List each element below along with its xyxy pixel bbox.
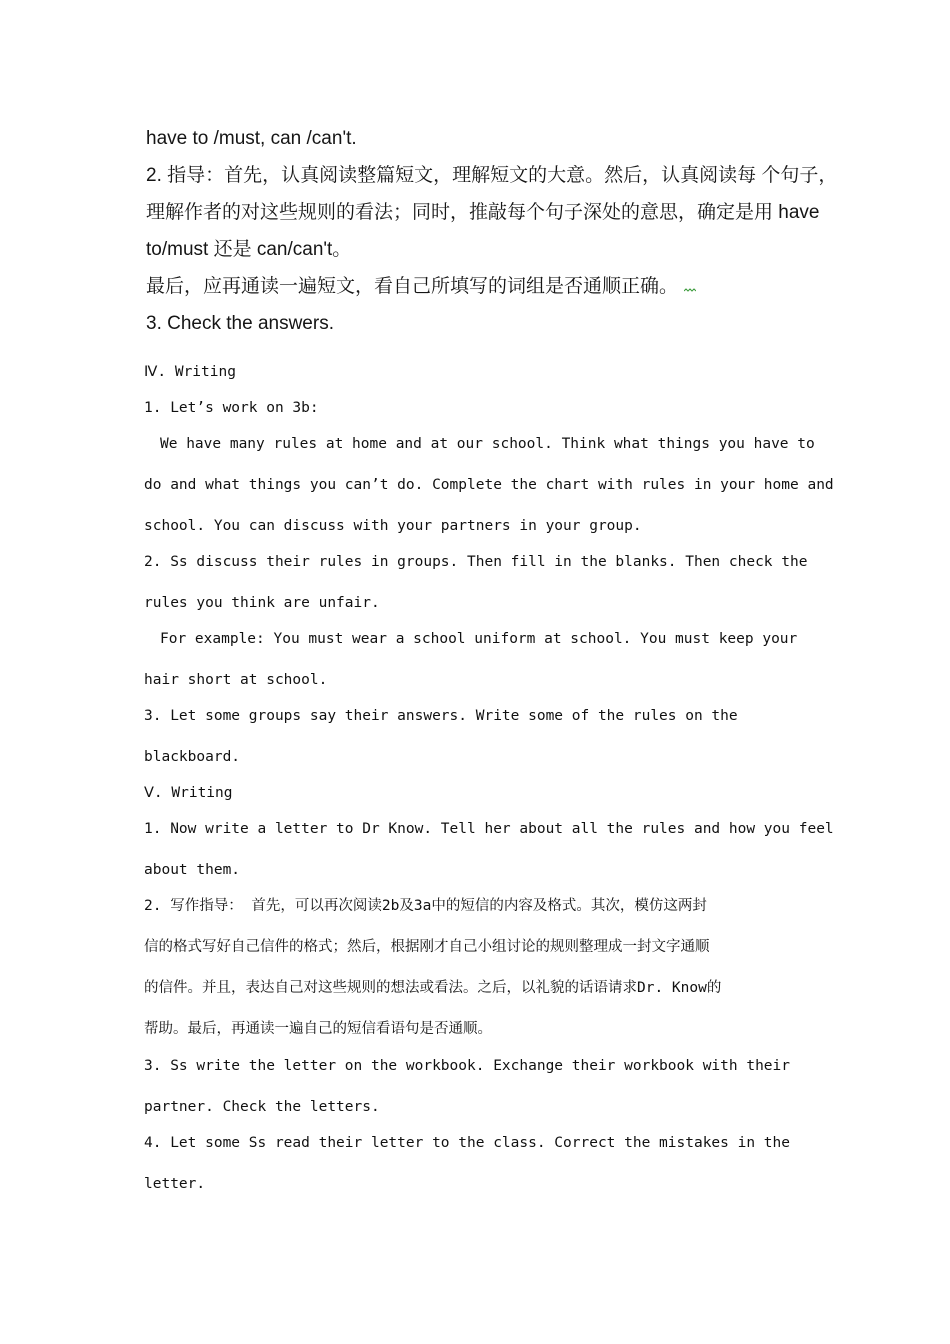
section-4-line: 2. Ss discuss their rules in groups. Then fill in the blanks. Then check the [144,554,808,570]
spellcheck-squiggle-icon [684,287,696,293]
section-4-line: blackboard. [144,749,241,765]
section-5-line: partner. Check the letters. [144,1099,380,1115]
section-4-line: rules you think are unfair. [144,595,380,611]
section-5-line: 1. Now write a letter to Dr Know. Tell her about all the rules and how you feel [144,821,834,837]
section-5-line: 的信件。并且，表达自己对这些规则的想法或看法。之后，以礼貌的话语请求Dr. Know的 [144,980,722,996]
section-5-line: 4. Let some Ss read their letter to the class. Correct the mistakes in the [144,1135,791,1151]
guidance-line-1: 2. 指导：首先，认真阅读整篇短文，理解短文的大意。然后，认真阅读每 个句子， [146,165,838,186]
section-4-heading: Ⅳ. Writing [144,364,236,380]
section-4-line: do and what things you can’t do. Complete the chart with rules in your home and [144,477,834,493]
section-4-line: 1. Let’s work on 3b: [144,400,319,416]
section-4-line: For example: You must wear a school uniform at school. You must keep your [160,631,798,647]
check-answers-line: 3. Check the answers. [146,313,334,334]
section-5-line: 2. 写作指导： 首先，可以再次阅读2b及3a中的短信的内容及格式。其次，模仿这两封 [144,898,707,914]
guidance-line-4: 最后，应再通读一遍短文，看自己所填写的词组是否通顺正确。 [146,276,679,297]
section-5-line: 信的格式写好自己信件的格式；然后，根据刚才自己小组讨论的规则整理成一封文字通顺 [144,939,710,955]
section-5-line: 帮助。最后，再通读一遍自己的短信看语句是否通顺。 [144,1021,492,1037]
section-5-line: letter. [144,1176,206,1192]
modal-verbs-line: have to /must, can /can't. [146,128,357,149]
section-4-line: school. You can discuss with your partners in your group. [144,518,642,534]
guidance-line-3: to/must 还是 can/can't。 [146,239,352,260]
section-4-line: 3. Let some groups say their answers. Write some of the rules on the [144,708,738,724]
section-4-line: hair short at school. [144,672,328,688]
section-4-line: We have many rules at home and at our school. Think what things you have to [160,436,815,452]
section-5-line: 3. Ss write the letter on the workbook. Exchange their workbook with their [144,1058,791,1074]
guidance-line-2: 理解作者的对这些规则的看法；同时，推敲每个句子深处的意思，确定是用 have [146,202,820,223]
section-5-heading: Ⅴ. Writing [144,785,233,801]
section-5-line: about them. [144,862,241,878]
